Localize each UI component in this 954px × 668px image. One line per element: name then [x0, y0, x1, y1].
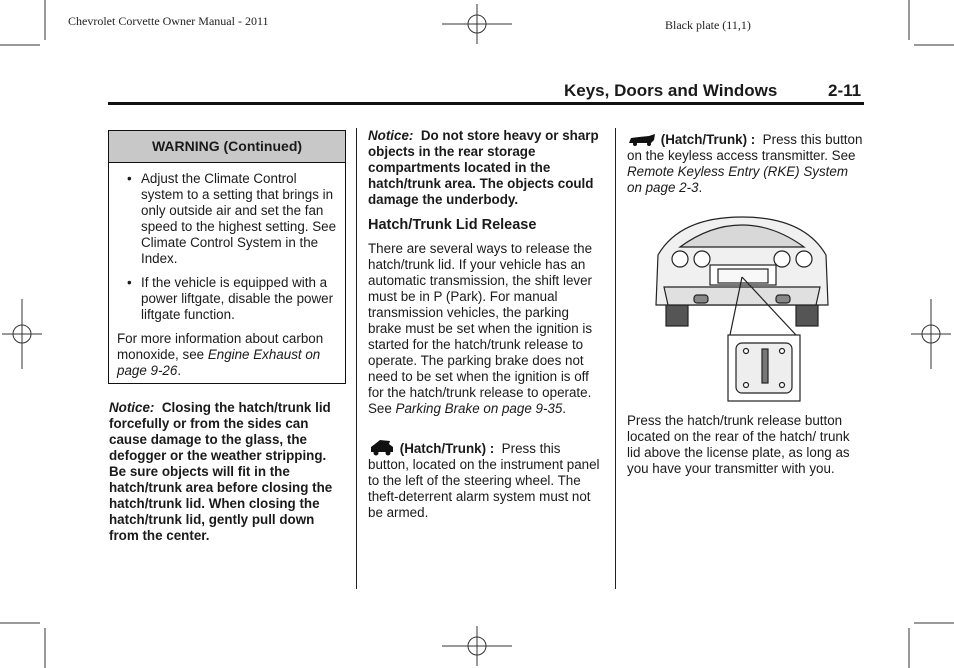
more-info-suffix: . — [177, 363, 182, 378]
warning-bullet: • Adjust the Climate Control system to a setting that brings in only outside air and set the fan speed to the highest setting. See Climate Control System in the Index. — [127, 171, 337, 266]
column-divider — [356, 128, 357, 589]
instrument-button-label: (Hatch/Trunk) : — [399, 441, 495, 456]
notice-storage — [368, 128, 604, 208]
warning-bullet: • If the vehicle is equipped with a power liftgate, disable the power liftgate function. — [127, 275, 334, 322]
rke-suffix: . — [698, 180, 703, 195]
page-number: 2-11 — [828, 81, 862, 100]
release-heading: Hatch/Trunk Lid Release — [368, 217, 537, 233]
instrument-button-text: Press this button, located on the instrument panel to the left of the steering wheel. The theft-deterrent alarm system must not be armed. — [368, 441, 600, 520]
notice-label: Notice: — [109, 400, 155, 415]
warning-bullet-text: If the vehicle is equipped with a power liftgate, disable the power liftgate function. — [141, 275, 334, 322]
car-rear-illustration — [650, 215, 840, 405]
release-ref: Parking Brake on page 9-35 — [395, 401, 563, 416]
plate-label: Black plate (11,1) — [665, 18, 751, 32]
notice-label: Notice: — [368, 128, 414, 143]
rke-button-text: Press this button on the keyless access transmitter. See — [627, 132, 863, 163]
rear-release-paragraph: Press the hatch/trunk release button located on the rear of the hatch/ trunk lid above the license plate, as long as you have your transmitter with you. — [627, 413, 850, 476]
column-divider — [615, 128, 616, 589]
warning-more-info — [109, 323, 345, 379]
release-suffix: . — [562, 401, 567, 416]
rke-button-paragraph — [627, 132, 863, 196]
notice-text: Do not store heavy or sharp objects in the rear storage compartments located in the hatch/trunk area. The objects could damage the underbody. — [368, 128, 599, 207]
notice-text: Closing the hatch/trunk lid forcefully or from the sides can cause damage to the glass, the defogger or the weather stripping. Be sure objects will fit in the hatch/trunk area before closing the hatch/trunk lid. When closing the hatch/trunk lid, gently pull down from the center. — [109, 400, 333, 543]
warning-heading: WARNING (Continued) — [109, 131, 345, 163]
rke-button-label: (Hatch/Trunk) : — [660, 132, 756, 147]
warning-box — [108, 130, 346, 384]
warning-bullet-text: Adjust the Climate Control system to a setting that brings in only outside air and set the fan speed to the highest setting. See Climate Control System in the Index. — [141, 171, 337, 266]
key-fob-trunk-icon — [627, 132, 657, 146]
notice-closing — [109, 400, 345, 544]
release-text: There are several ways to release the hatch/trunk lid. If your vehicle has an automatic transmission, the shift lever must be in P (Park). For manual transmission vehicles, the parking brake must be set when the ignition is started for the hatch/trunk release to operate. The parking brake does not need to be set when the ignition is off for the hatch/trunk release to operate. See — [368, 241, 593, 416]
more-info-text: For more information about carbon monoxide, see — [117, 331, 324, 362]
car-trunk-open-icon — [368, 440, 396, 456]
manual-title: Chevrolet Corvette Owner Manual - 2011 — [68, 14, 269, 28]
release-paragraph — [368, 241, 604, 417]
section-title: Keys, Doors and Windows — [564, 81, 778, 100]
instrument-button-paragraph — [368, 440, 604, 521]
rke-ref: Remote Keyless Entry (RKE) System on page 2-3 — [627, 164, 849, 195]
more-info-ref: Engine Exhaust on page 9-26 — [117, 347, 321, 378]
title-rule — [108, 102, 864, 105]
